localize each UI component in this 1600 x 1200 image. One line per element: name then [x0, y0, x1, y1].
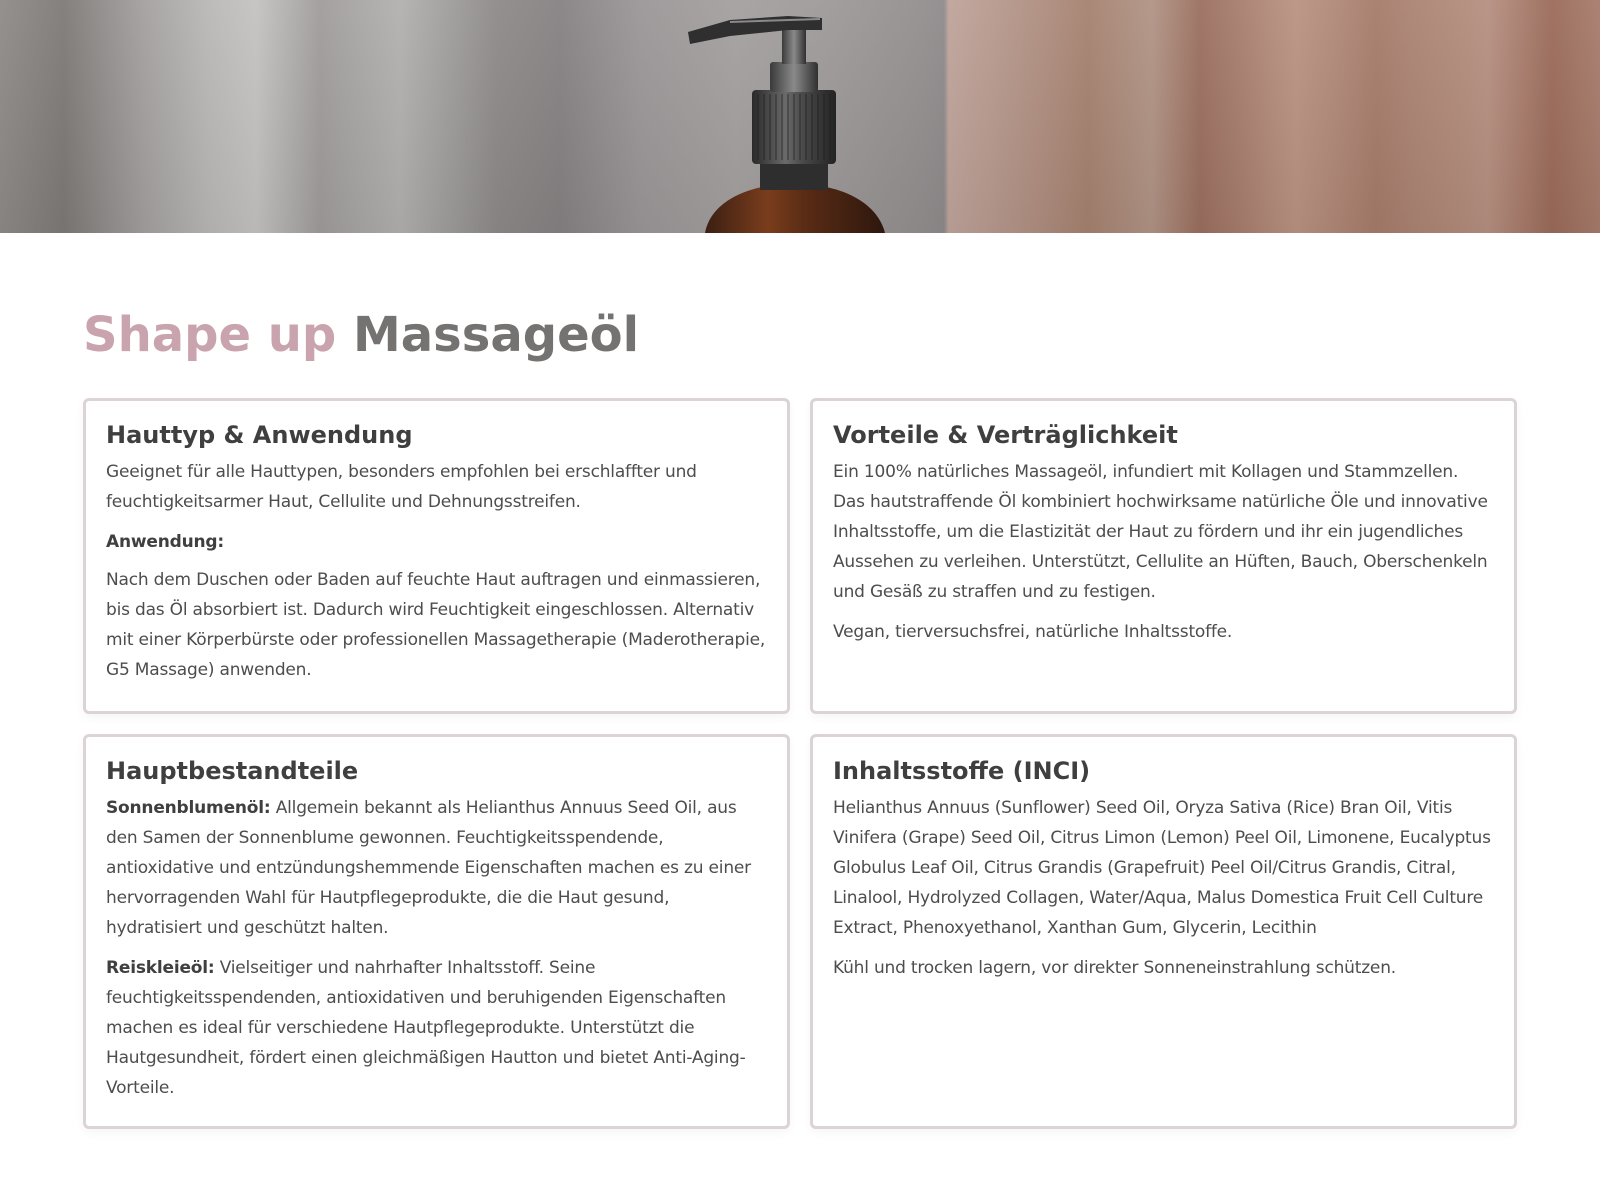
ingredient-name: Reiskleieöl:: [106, 958, 215, 978]
ingredient-item: [106, 793, 767, 943]
card-title-main-ingredients: Hauptbestandteile: [106, 757, 359, 785]
page-title: [83, 303, 639, 367]
card-title-skin-type: Hauttyp & Anwendung: [106, 421, 413, 449]
ingredient-name: Sonnenblumenöl:: [106, 798, 271, 818]
benefits-note: Vegan, tierversuchsfrei, natürliche Inhaltsstoffe.: [833, 622, 1233, 642]
title-main: Massageöl: [353, 307, 640, 363]
ingredient-description: Vielseitiger und nahrhafter Inhaltsstoff. Seine feuchtigkeitsspendenden, antioxidativen und beruhigenden Eigenschaften machen es ideal für verschiedene Hautpflegeprodukte. Unterstützt die Hautgesundheit, fördert einen gleichmäßigen Hautton und bietet Anti-Aging-Vorteile.: [106, 958, 746, 1098]
skin-type-text: Geeignet für alle Hauttypen, besonders empfohlen bei erschlaffter und feuchtigkeitsarmer Haut, Cellulite und Dehnungsstreifen.: [106, 462, 697, 512]
hero-banner: [0, 0, 1600, 233]
usage-label: Anwendung:: [106, 532, 224, 552]
card-title-benefits: Vorteile & Verträglichkeit: [833, 421, 1178, 449]
benefits-text: Ein 100% natürliches Massageöl, infundiert mit Kollagen und Stammzellen. Das hautstraffende Öl kombiniert hochwirksame natürliche Öle und innovative Inhaltsstoffe, um die Elastizität der Haut zu fördern und ihr ein jugendliches Aussehen zu verleihen. Unterstützt, Cellulite an Hüften, Bauch, Oberschenkeln und Gesäß zu straffen und zu festigen.: [833, 462, 1488, 602]
inci-list: Helianthus Annuus (Sunflower) Seed Oil, Oryza Sativa (Rice) Bran Oil, Vitis Vinifera (Grape) Seed Oil, Citrus Limon (Lemon) Peel Oil, Limonene, Eucalyptus Globulus Leaf Oil, Citrus Grandis (Grapefruit) Peel Oil/Citrus Grandis, Citral, Linalool, Hydrolyzed Collagen, Water/Aqua, Malus Domestica Fruit Cell Culture Extract, Phenoxyethanol, Xanthan Gum, Glycerin, Lecithin: [833, 798, 1491, 938]
usage-text: Nach dem Duschen oder Baden auf feuchte Haut auftragen und einmassieren, bis das Öl absorbiert ist. Dadurch wird Feuchtigkeit eingeschlossen. Alternativ mit einer Körperbürste oder professionellen Massagetherapie (Maderotherapie, G5 Massage) anwenden.: [106, 570, 766, 680]
card-inci: [810, 734, 1517, 1129]
pump-bottle-image: [660, 0, 940, 233]
card-benefits: [810, 398, 1517, 714]
ingredient-item: [106, 953, 767, 1103]
card-main-ingredients: [83, 734, 790, 1129]
storage-note: Kühl und trocken lagern, vor direkter Sonneneinstrahlung schützen.: [833, 958, 1396, 978]
ingredient-description: Allgemein bekannt als Helianthus Annuus Seed Oil, aus den Samen der Sonnenblume gewonnen. Feuchtigkeitsspendende, antioxidative und entzündungshemmende Eigenschaften machen es zu einer hervorragenden Wahl für Hautpflegeprodukte, die die Haut gesund, hydratisiert und geschützt halten.: [106, 798, 751, 938]
title-accent: Shape up: [83, 307, 337, 363]
card-title-inci: Inhaltsstoffe (INCI): [833, 757, 1091, 785]
card-skin-type-usage: [83, 398, 790, 714]
